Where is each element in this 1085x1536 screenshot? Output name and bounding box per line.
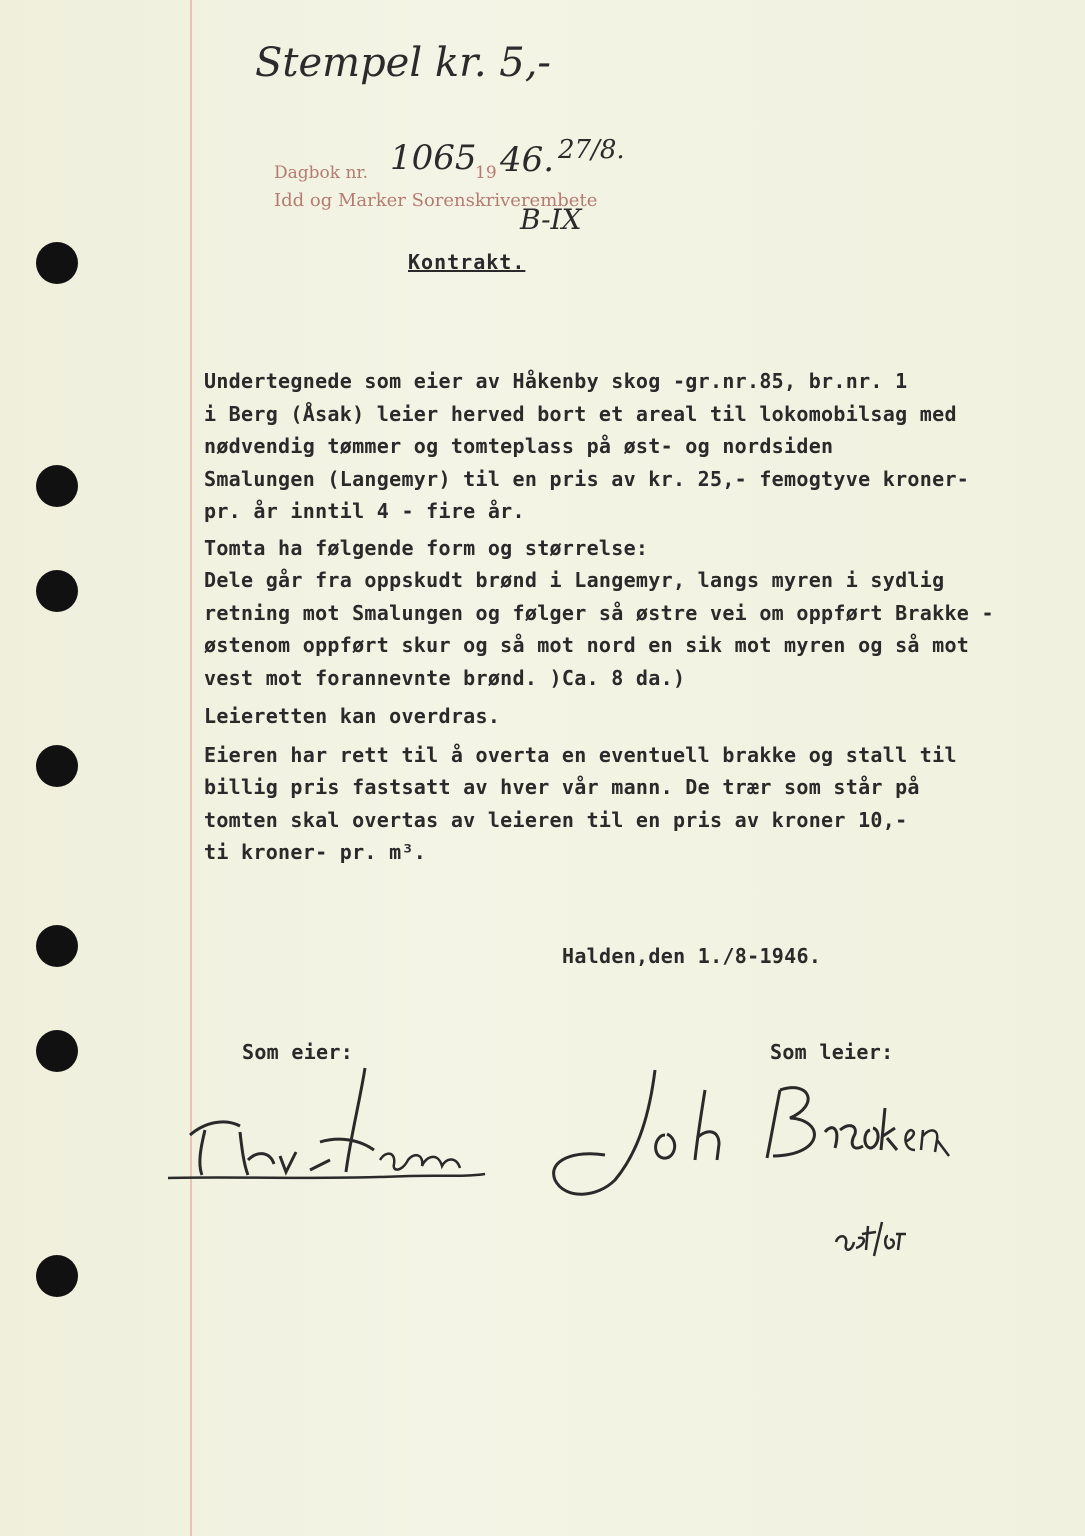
punch-hole bbox=[36, 242, 78, 284]
document-title: Kontrakt. bbox=[408, 250, 526, 274]
body-line: ti kroner- pr. m³. bbox=[204, 840, 427, 864]
body-line: billig pris fastsatt av hver vår mann. De trær som står på bbox=[204, 775, 920, 799]
body-line: vest mot forannevnte brønd. )Ca. 8 da.) bbox=[204, 665, 686, 690]
journal-year-prefix: 19 bbox=[475, 163, 497, 183]
initials-mark bbox=[828, 1212, 928, 1262]
punch-hole bbox=[36, 925, 78, 967]
punch-hole bbox=[36, 745, 78, 787]
owner-label: Som eier: bbox=[242, 1040, 354, 1064]
lessee-label: Som leier: bbox=[770, 1040, 894, 1064]
contract-body bbox=[204, 365, 1024, 869]
stamp-fee-note: Stempel kr. 5,- bbox=[255, 40, 551, 86]
body-line: Undertegnede som eier av Håkenby skog -gr.nr.85, br.nr. 1 bbox=[204, 369, 908, 393]
body-line: Tomta ha følgende form og størrelse: bbox=[204, 535, 649, 560]
place-and-date: Halden,den 1./8-1946. bbox=[562, 944, 822, 968]
lessee-signature bbox=[535, 1060, 955, 1210]
body-line: Eieren har rett til å overta en eventuell brakke og stall til bbox=[204, 742, 957, 767]
body-line: østenom oppført skur og så mot nord en sik mot myren og så mot bbox=[204, 633, 970, 657]
reference-code: B-IX bbox=[520, 203, 582, 236]
journal-year: 46. bbox=[500, 140, 555, 180]
journal-date: 27/8. bbox=[558, 135, 625, 165]
margin-rule bbox=[190, 0, 192, 1536]
punch-hole bbox=[36, 1255, 78, 1297]
punch-hole bbox=[36, 570, 78, 612]
body-line: Dele går fra oppskudt brønd i Langemyr, langs myren i sydlig bbox=[204, 568, 945, 592]
journal-number: 1065 bbox=[390, 138, 477, 178]
body-line: Smalungen (Langemyr) til en pris av kr. 25,- femogtyve kroner- bbox=[204, 466, 970, 491]
journal-number-label: Dagbok nr. bbox=[274, 163, 369, 183]
body-line: pr. år inntil 4 - fire år. bbox=[204, 499, 525, 523]
body-line: i Berg (Åsak) leier herved bort et areal til lokomobilsag med bbox=[204, 401, 957, 426]
owner-signature bbox=[160, 1060, 500, 1200]
punch-hole bbox=[36, 1030, 78, 1072]
office-stamp: Idd og Marker Sorenskriverembete bbox=[274, 190, 598, 211]
body-line: retning mot Smalungen og følger så østre vei om oppført Brakke - bbox=[204, 600, 994, 625]
body-line: Leieretten kan overdras. bbox=[204, 704, 501, 728]
punch-hole bbox=[36, 465, 78, 507]
body-line: tomten skal overtas av leieren til en pris av kroner 10,- bbox=[204, 807, 908, 832]
body-line: nødvendig tømmer og tomteplass på øst- og nordsiden bbox=[204, 434, 834, 458]
